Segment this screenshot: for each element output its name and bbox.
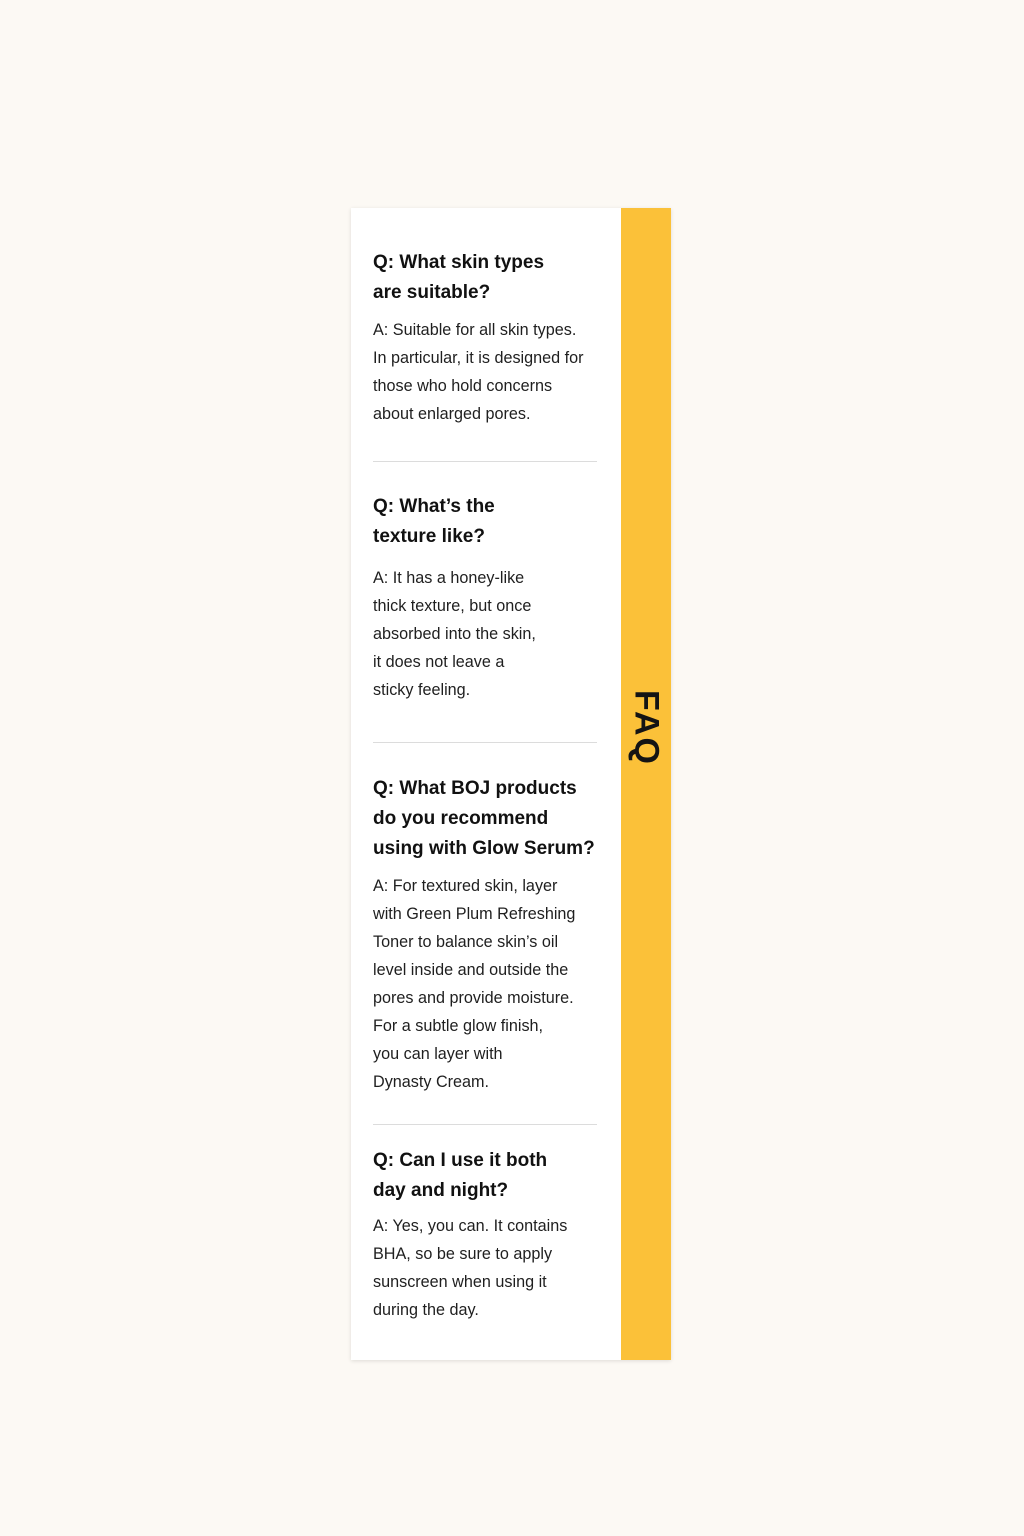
faq-band-label: FAQ [627, 690, 666, 766]
faq-item-recommended-products [373, 774, 599, 1096]
faq-item-texture [373, 492, 599, 704]
faq-content [351, 208, 621, 1360]
faq-question: Q: Can I use it both day and night? [373, 1150, 548, 1201]
faq-answer: A: Suitable for all skin types. In particular, it is designed for those who hold concerns about enlarged pores. [373, 321, 584, 423]
faq-question: Q: What BOJ products do you recommend using with Glow Serum? [373, 778, 595, 859]
faq-card [351, 208, 671, 1360]
faq-answer: A: Yes, you can. It contains BHA, so be sure to apply sunscreen when using it during the day. [373, 1217, 568, 1319]
faq-divider [373, 742, 597, 743]
faq-item-day-night [373, 1146, 599, 1324]
faq-question: Q: What’s the texture like? [373, 496, 495, 547]
faq-answer: A: For textured skin, layer with Green Plum Refreshing Toner to balance skin’s oil level inside and outside the pores and provide moisture. For a subtle glow finish, you can layer with Dynasty Cream. [373, 877, 576, 1091]
faq-side-band [621, 208, 671, 1360]
faq-divider [373, 1124, 597, 1125]
faq-item-skin-types [373, 248, 599, 428]
faq-answer: A: It has a honey-like thick texture, but once absorbed into the skin, it does not leave a sticky feeling. [373, 569, 536, 699]
faq-question: Q: What skin types are suitable? [373, 252, 545, 303]
faq-divider [373, 461, 597, 462]
